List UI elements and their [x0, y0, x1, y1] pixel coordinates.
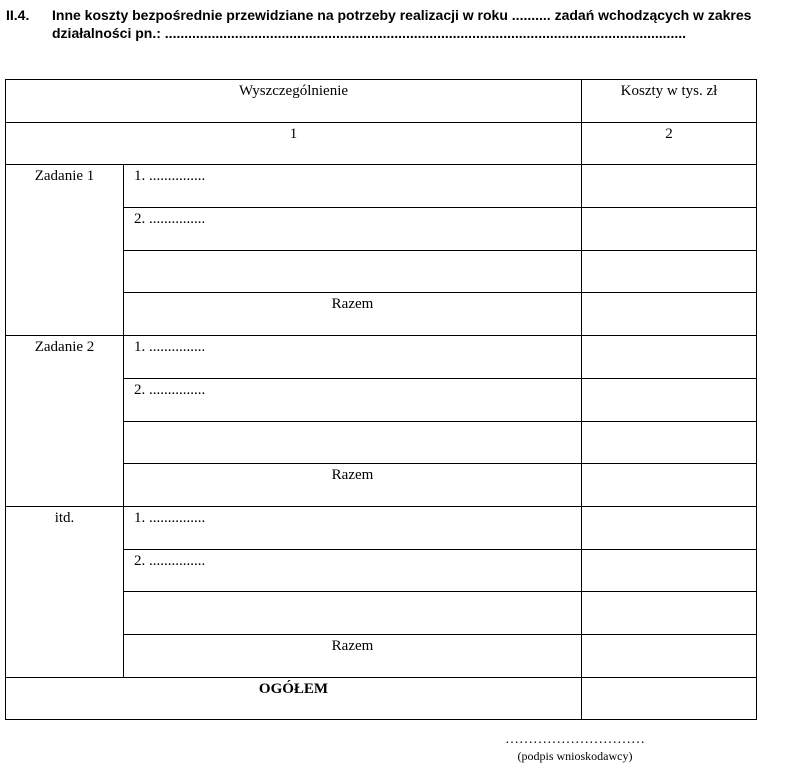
signature-caption: (podpis wnioskodawcy)	[517, 749, 633, 763]
costs-table	[5, 79, 757, 720]
total-row	[6, 677, 757, 720]
cost-cell[interactable]	[582, 336, 757, 379]
cost-cell[interactable]	[582, 549, 757, 592]
heading-line-2: działalności pn.: ......................................................................................................................................	[52, 25, 687, 41]
header-row	[6, 80, 757, 123]
item-cell[interactable]: 2. ...............	[124, 378, 582, 421]
table-row	[6, 506, 757, 549]
cost-cell[interactable]	[582, 592, 757, 635]
cost-cell[interactable]	[582, 378, 757, 421]
group-label: Zadanie 1	[6, 165, 124, 336]
column-header-cost: Koszty w tys. zł	[582, 80, 757, 123]
table-row	[6, 165, 757, 208]
table-row	[6, 336, 757, 379]
column-number-1: 1	[6, 122, 582, 165]
cost-cell[interactable]	[582, 506, 757, 549]
total-label: OGÓŁEM	[6, 677, 582, 720]
heading-line-1	[6, 6, 811, 24]
section-number: II.4.	[6, 7, 30, 23]
item-cell[interactable]: 1. ...............	[124, 165, 582, 208]
subtotal-label: Razem	[124, 293, 582, 336]
cost-cell[interactable]	[582, 421, 757, 464]
column-header-description: Wyszczególnienie	[6, 80, 582, 123]
cost-cell[interactable]	[582, 165, 757, 208]
cost-cell[interactable]	[582, 250, 757, 293]
item-cell[interactable]	[124, 592, 582, 635]
subtotal-cost-cell[interactable]	[582, 634, 757, 677]
subtotal-label: Razem	[124, 464, 582, 507]
subtotal-label: Razem	[124, 634, 582, 677]
signature-block	[470, 732, 680, 764]
group-label: itd.	[6, 506, 124, 677]
subtotal-cost-cell[interactable]	[582, 293, 757, 336]
cost-cell[interactable]	[582, 208, 757, 251]
heading-text-1: Inne koszty bezpośrednie przewidziane na potrzeby realizacji w roku .......... zadań wchodzących w zakres	[52, 7, 752, 23]
item-cell[interactable]	[124, 421, 582, 464]
item-cell[interactable]: 1. ...............	[124, 506, 582, 549]
total-cost-cell[interactable]	[582, 677, 757, 720]
section-heading	[6, 6, 811, 42]
item-cell[interactable]: 2. ...............	[124, 208, 582, 251]
column-number-row	[6, 122, 757, 165]
item-cell[interactable]: 2. ...............	[124, 549, 582, 592]
signature-line: …………………………	[505, 732, 645, 747]
column-number-2: 2	[582, 122, 757, 165]
subtotal-cost-cell[interactable]	[582, 464, 757, 507]
item-cell[interactable]	[124, 250, 582, 293]
item-cell[interactable]: 1. ...............	[124, 336, 582, 379]
group-label: Zadanie 2	[6, 336, 124, 507]
